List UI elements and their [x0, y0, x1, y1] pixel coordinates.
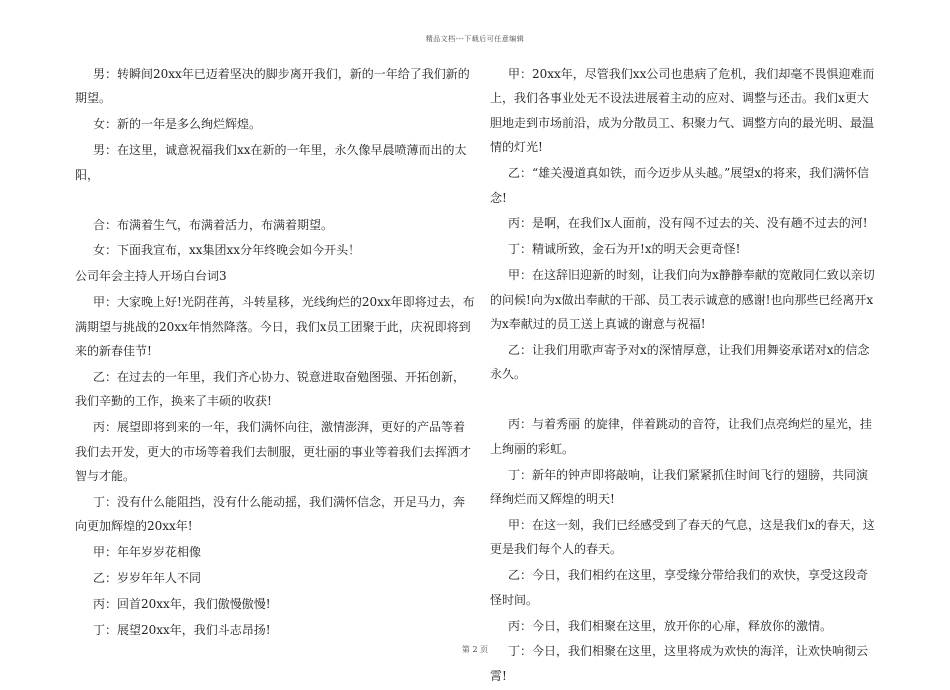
paragraph: 乙：岁岁年年人不同	[93, 571, 202, 586]
paragraph: 乙：让我们用歌声寄予对x的深情厚意，让我们用舞姿承诺对x的信念永久。	[490, 342, 870, 382]
paragraph: 丙：展望即将到来的一年，我们满怀向往，激情澎湃，更好的产品等着我们去开发，更大的市场等着我们去制服，更壮丽的事业等着我们去挥洒才智与才能。	[75, 420, 472, 484]
page-number: 第 2 页	[461, 645, 489, 654]
paragraph: 丙：回首20xx年，我们傲慢傲慢!	[93, 597, 271, 612]
paragraph: 丁：今日，我们相聚在这里，这里将成为欢快的海洋，让欢快响彻云霄!	[490, 644, 869, 683]
paragraph: 甲：在这辞旧迎新的时刻，让我们向为x静静奉献的宽敞同仁致以亲切的问候!向为x做出奉献的干部、员工表示诚意的感谢!也向那些已经离开x为x奉献过的员工送上真诚的谢意与祝福!	[490, 268, 875, 332]
paragraph: 女：新的一年是多么绚烂辉煌。	[93, 117, 262, 132]
paragraph: 乙：“雄关漫道真如铁，而今迈步从头越。”展望x的将来，我们满怀信念!	[490, 166, 870, 205]
paragraph: 甲：年年岁岁花相像	[93, 545, 202, 560]
paragraph: 女：下面我宣布，xx集团xx分年终晚会如今开头！	[93, 243, 361, 258]
paragraph: 甲：大家晚上好!光阴荏苒，斗转星移，光线绚烂的20xx年即将过去，布满期望与挑战的20xx年悄然降落。今日，我们x员工团聚于此，庆祝即将到来的新春佳节!	[75, 295, 475, 359]
paragraph: 男：在这里，诚意祝福我们xx在新的一年里，永久像早晨喷薄而出的太阳，	[75, 143, 467, 182]
paragraph: 丙：是啊，在我们x人面前，没有闯不过去的关、没有趟不过去的河!	[508, 216, 868, 231]
paragraph: 丁：展望20xx年，我们斗志昂扬!	[93, 623, 271, 638]
paragraph: 丁：精诚所致，金石为开!x的明天会更奇怪!	[508, 242, 741, 257]
paragraph: 甲：在这一刻，我们已经感受到了春天的气息，这是我们x的春天，这更是我们每个人的春天。	[490, 517, 875, 557]
paragraph: 合：布满着生气，布满着活力，布满着期望。	[93, 217, 334, 232]
paragraph: 丙：与着秀丽 的旋律，伴着跳动的音符，让我们点亮绚烂的星光，挂上绚丽的彩虹。	[490, 417, 872, 456]
paragraph: 乙：在过去的一年里，我们齐心协力、锐意进取奋勉图强、开拓创新，我们辛勤的工作，换来了丰硕的收获!	[75, 369, 466, 409]
paragraph: 丙：今日，我们相聚在这里，放开你的心扉，释放你的激情。	[508, 618, 833, 633]
paragraph: 乙：今日，我们相约在这里，享受缘分带给我们的欢快，享受这段奇怪时间。	[490, 568, 869, 607]
right-text-column	[490, 62, 875, 690]
paragraph: 丁：没有什么能阻挡，没有什么能动摇，我们满怀信念，开足马力，奔向更加辉煌的20xx年!	[75, 495, 466, 534]
paragraph: 丁：新年的钟声即将敲响，让我们紧紧抓住时间飞行的翅膀，共同演绎绚烂而又辉煌的明天!	[490, 467, 869, 506]
paragraph: 甲：20xx年，尽管我们xx公司也患病了危机，我们却毫不畏惧迎难而上，我们各事业处无不设法进展着主动的应对、调整与还击。我们x更大胆地走到市场前沿，成为分散员工、积聚力气、调整方向的最光明、最温情的灯光!	[490, 67, 875, 155]
page-header: 精品文档---下载后可任意编辑	[425, 35, 525, 43]
section-heading: 公司年会主持人开场白台词3	[75, 269, 227, 284]
left-text-column	[75, 62, 475, 644]
paragraph: 男：转瞬间20xx年已迈着坚决的脚步离开我们，新的一年给了我们新的期望。	[75, 67, 470, 106]
